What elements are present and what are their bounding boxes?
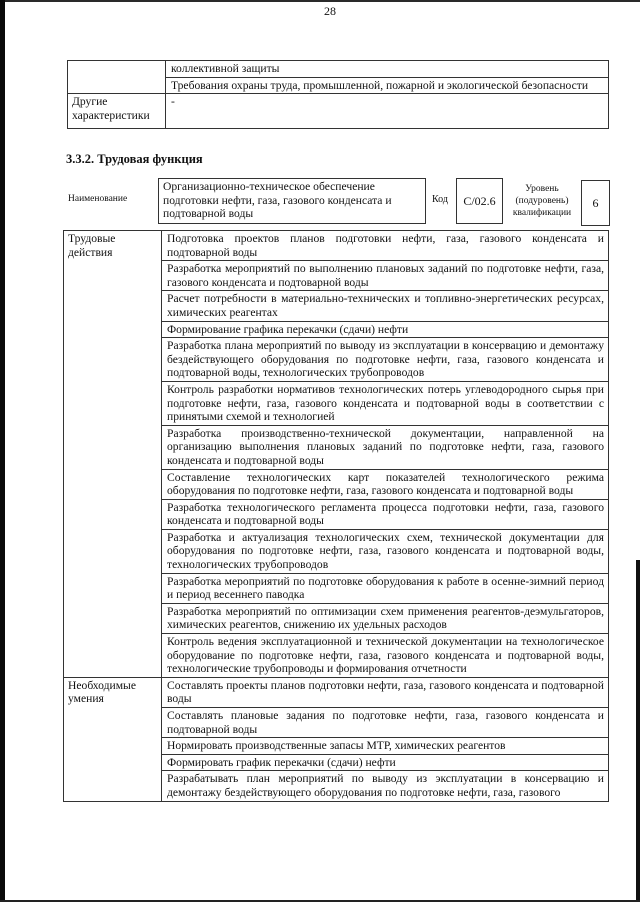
labor-actions-item: Разработка мероприятий по оптимизации схем применения реагентов-деэмульгаторов, химических реагентов, снижению их удельных расходов xyxy=(162,603,609,633)
row-item: - xyxy=(166,94,609,129)
qualification-level-label: Уровень (подуровень) квалификации xyxy=(512,184,572,218)
required-skills-item: Составлять проекты планов подготовки нефти, газа, газового конденсата и подтоварной воды xyxy=(162,677,609,707)
table-row xyxy=(68,61,609,78)
labor-actions-item: Подготовка проектов планов подготовки нефти, газа, газового конденсата и подтоварной воды xyxy=(162,231,609,261)
function-name-field: Организационно-техническое обеспечение подготовки нефти, газа, газового конденсата и подтоварной воды xyxy=(158,178,426,224)
labor-actions-item: Контроль разработки нормативов технологических потерь углеводородного сырья при подготовке нефти, газа, газового конденсата и подтоварной воды в соответствии с принятыми схемой и технологией xyxy=(162,381,609,425)
name-label: Наименование xyxy=(68,194,128,204)
code-field xyxy=(456,178,503,224)
labor-actions-item: Контроль ведения эксплуатационной и технической документации на технологическое оборудование по подготовке нефти, газа, газового конденсата и подтоварной воды, технологические трубопроводы и формирования отчетности xyxy=(162,634,609,678)
required-skills-item: Составлять плановые задания по подготовке нефти, газа, газового конденсата и подтоварной воды xyxy=(162,708,609,738)
qualification-level-field xyxy=(581,180,610,226)
continued-table xyxy=(67,60,609,129)
table-row xyxy=(64,231,609,261)
row-item: коллективной защиты xyxy=(166,61,609,78)
level-value: 6 xyxy=(592,195,599,210)
row-item: Требования охраны труда, промышленной, пожарной и экологической безопасности xyxy=(166,77,609,94)
table-row xyxy=(68,94,609,129)
required-skills-item: Нормировать производственные запасы МТР, химических реагентов xyxy=(162,738,609,755)
row-label xyxy=(68,61,166,94)
row-label-required-skills: Необходимые умения xyxy=(64,677,162,801)
labor-actions-item: Разработка производственно-технической документации, направленной на организацию выполнения плановых заданий по подготовке нефти, газа, газового конденсата и подтоварной воды xyxy=(162,425,609,469)
labor-actions-item: Формирование графика перекачки (сдачи) нефти xyxy=(162,321,609,338)
required-skills-item: Разрабатывать план мероприятий по выводу из эксплуатации в консервацию и демонтажу бездействующего оборудования по подготовке нефти, газа, газового xyxy=(162,771,609,801)
code-value: C/02.6 xyxy=(463,193,496,208)
labor-actions-item: Разработка плана мероприятий по выводу из эксплуатации в консервацию и демонтажу бездействующего оборудования по подготовке нефти, газа, газового конденсата и подтоварной воды, технологических трубопроводов xyxy=(162,338,609,382)
required-skills-item: Формировать график перекачки (сдачи) нефти xyxy=(162,754,609,771)
labor-function-table xyxy=(63,230,609,802)
scan-edge-right xyxy=(636,560,640,902)
section-heading: 3.3.2. Трудовая функция xyxy=(66,152,203,166)
scan-edge-left xyxy=(0,0,5,902)
scan-edge-top xyxy=(0,0,640,2)
row-label-labor-actions: Трудовые действия xyxy=(64,231,162,678)
labor-actions-item: Составление технологических карт показателей технологического режима оборудования по подготовке нефти, газа, газового конденсата и подтоварной воды xyxy=(162,469,609,499)
labor-actions-item: Разработка мероприятий по выполнению плановых заданий по подготовке нефти, газа, газового конденсата и подтоварной воды xyxy=(162,261,609,291)
labor-actions-item: Разработка технологического регламента процесса подготовки нефти, газа, газового конденсата и подтоварной воды xyxy=(162,499,609,529)
labor-actions-item: Разработка мероприятий по подготовке оборудования к работе в осенне-зимний период и период весеннего паводка xyxy=(162,573,609,603)
labor-actions-item: Расчет потребности в материально-технических и топливно-энергетических ресурсах, химических реагентах xyxy=(162,291,609,321)
code-label: Код xyxy=(432,194,448,205)
table-row xyxy=(64,677,609,707)
row-label-other-characteristics: Другие характеристики xyxy=(68,94,166,129)
page-number: 28 xyxy=(324,4,336,18)
labor-actions-item: Разработка и актуализация технологических схем, технической документации для оборудования по подготовке нефти, газа, газового конденсата и подтоварной воды, технологических трубопроводов xyxy=(162,529,609,573)
